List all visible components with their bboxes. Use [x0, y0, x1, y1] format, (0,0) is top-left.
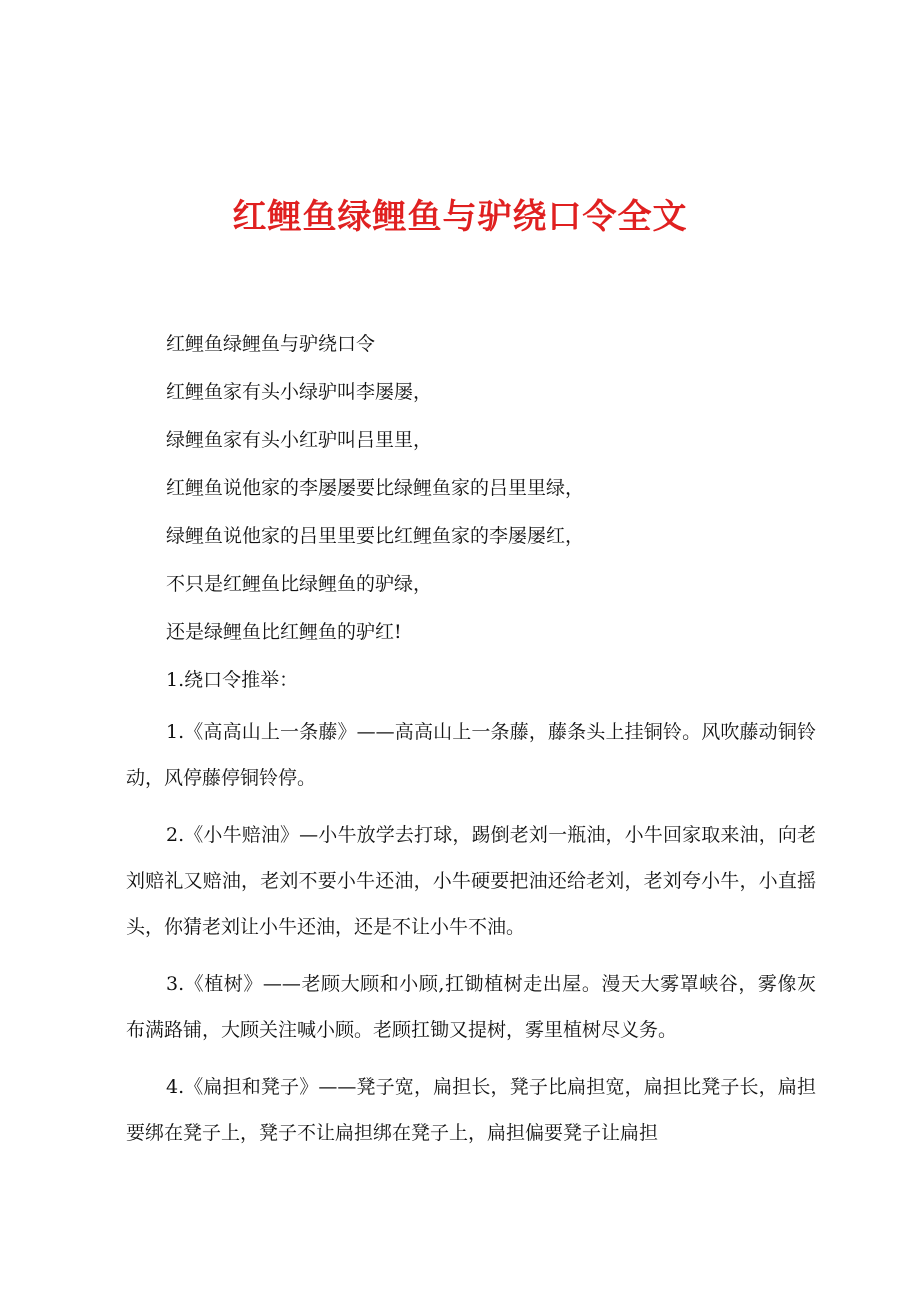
text-line: 红鲤鱼说他家的李屡屡要比绿鲤鱼家的吕里里绿， [166, 477, 585, 499]
text-line: 红鲤鱼家有头小绿驴叫李屡屡， [166, 381, 433, 403]
tongue-twister-paragraph: 2.《小牛赔油》—小牛放学去打球，踢倒老刘一瓶油，小牛回家取来油，向老刘赔礼又赔油，老刘不要小牛还油，小牛硬要把油还给老刘，老刘夸小牛，小直摇头，你猜老刘让小牛还油，还是不让小牛不油。 [126, 824, 816, 938]
text-line: 不只是红鲤鱼比绿鲤鱼的驴绿， [166, 573, 433, 595]
section-heading: 1.绕口令推举： [166, 669, 299, 691]
text-line: 绿鲤鱼说他家的吕里里要比红鲤鱼家的李屡屡红， [166, 525, 585, 547]
tongue-twister-paragraph: 1.《高高山上一条藤》——高高山上一条藤，藤条头上挂铜铃。风吹藤动铜铃动，风停藤停铜铃停。 [126, 721, 816, 789]
document-title: 红鲤鱼绿鲤鱼与驴绕口令全文 [232, 197, 688, 237]
text-line: 绿鲤鱼家有头小红驴叫吕里里， [166, 429, 433, 451]
tongue-twister-paragraph: 4.《扁担和凳子》——凳子宽，扁担长，凳子比扁担宽，扁担比凳子长，扁担要绑在凳子上，凳子不让扁担绑在凳子上，扁担偏要凳子让扁担 [126, 1076, 816, 1144]
tongue-twister-paragraph: 3.《植树》——老顾大顾和小顾,扛锄植树走出屋。漫天大雾罩峡谷，雾像灰布满路铺，大顾关注喊小顾。老顾扛锄又提树，雾里植树尽义务。 [126, 973, 816, 1041]
text-line: 红鲤鱼绿鲤鱼与驴绕口令 [166, 333, 376, 355]
document-body [126, 325, 816, 1167]
text-line: 还是绿鲤鱼比红鲤鱼的驴红! [166, 621, 402, 643]
